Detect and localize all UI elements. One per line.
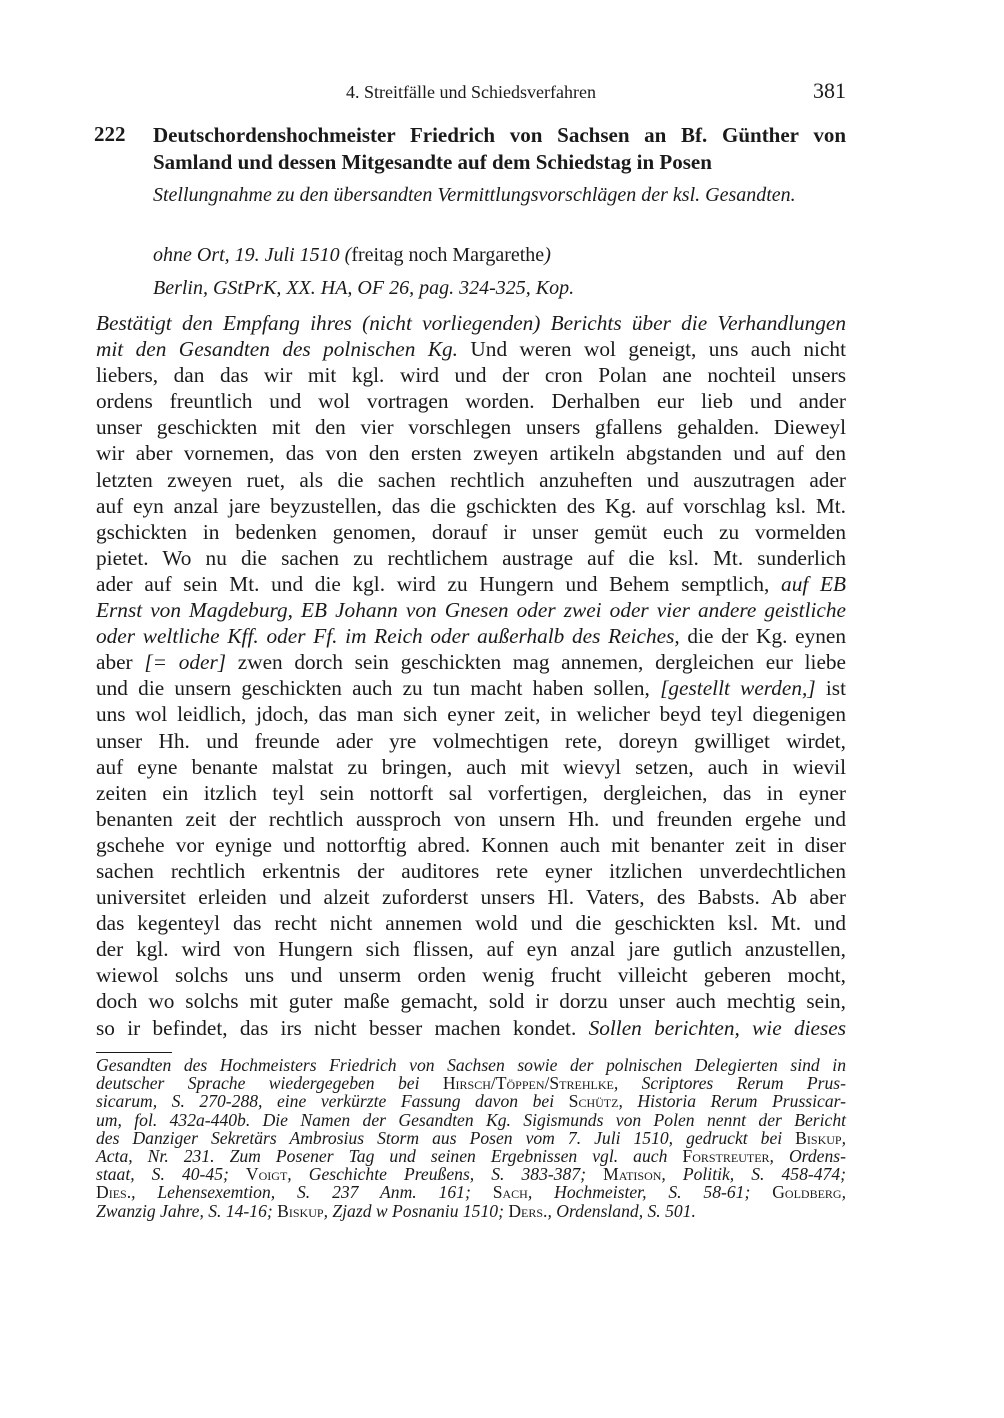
text-segment: so ir befindet, das irs nicht besser machen kondet. xyxy=(96,1015,589,1040)
text-segment: wiewol solchs uns und unserm orden wenig frucht villeicht geberen mocht, xyxy=(96,963,846,988)
text-segment: die der Kg. eynen xyxy=(679,624,846,649)
footnote-segment: , Zjazd w Posnaniu 1510; xyxy=(323,1200,509,1221)
author-name: Biskup xyxy=(277,1200,324,1221)
running-head: 4. Streitfälle und Schiedsverfahren xyxy=(346,82,596,102)
text-segment: ordens freuntlich und wol vortragen worden. Derhalben eur lieb und ander xyxy=(96,389,846,414)
italic-segment: Sollen berichten, wie dieses xyxy=(588,1015,847,1040)
document-title: Deutschordenshochmeister Friedrich von Sachsen an Bf. Günther von Samland und dessen Mitgesandte auf dem Schiedstag in Posen xyxy=(153,123,846,174)
text-segment: letzten zweyen ruet, als die sachen rechtlich anzuheften und auszutragen ader xyxy=(96,467,846,492)
author-name: Ders. xyxy=(508,1200,548,1221)
page-number: 381 xyxy=(813,78,846,103)
text-segment: ist xyxy=(815,676,847,701)
footnote-line xyxy=(96,1056,846,1074)
text-segment: der kgl. wird von Hungern sich flissen, auf eyn anzal jare gutlich anzustellen, xyxy=(96,937,846,962)
footnote xyxy=(96,1056,846,1220)
footnote-segment: , xyxy=(841,1182,846,1203)
footnote-segment: staat, S. 40-45; xyxy=(96,1164,246,1185)
body-line xyxy=(96,910,846,936)
text-segment: zwen dorch sein geschickten mag annemen, dergleichen eur liebe xyxy=(226,650,846,675)
footnote-segment: deutscher Sprache wiedergegeben bei xyxy=(96,1073,443,1094)
body-line xyxy=(96,388,846,414)
document-source: Berlin, GStPrK, XX. HA, OF 26, pag. 324-325, Kop. xyxy=(153,277,575,299)
date-suffix: ) xyxy=(544,244,551,266)
text-segment: unser Hh. und freunde ader yre volmechtigen rete, doreyn gwilliget wirdet, xyxy=(96,728,846,753)
text-segment: doch wo solchs mit guter maße gemacht, sold ir dorzu unser auch mechtig sein, xyxy=(96,989,846,1014)
footnote-segment: Zwanzig Jahre, S. 14-16; xyxy=(96,1200,278,1221)
body-line xyxy=(96,440,846,466)
italic-segment: oder weltliche Kff. oder Ff. im Reich oder außerhalb des Reiches, xyxy=(96,624,680,649)
text-segment: und die unsern geschickten auch zu tun macht haben sollen, xyxy=(96,676,661,701)
text-segment: liebers, dan das wir mit kgl. wird und der cron Polan ane nochteil unsers xyxy=(96,363,846,388)
date-prefix: ohne Ort, 19. Juli 1510 ( xyxy=(153,244,352,266)
document-number: 222 xyxy=(94,122,126,146)
author-name: Voigt xyxy=(245,1164,288,1185)
footnote-line xyxy=(96,1129,846,1147)
text-segment: benanten zeit der rechtlich aussproch von unsern Hh. und freunden ergehe und xyxy=(96,806,846,831)
body-line xyxy=(96,467,846,493)
author-name: Hirsch/Töppen/Strehlke xyxy=(442,1073,614,1094)
author-name: Sach xyxy=(492,1182,528,1203)
text-segment: ader auf sein Mt. und die kgl. wird zu Hungern und Behem semptlich, xyxy=(96,571,782,596)
footnote-line xyxy=(96,1183,846,1201)
footnote-segment: , Ordensland, S. 501. xyxy=(547,1200,696,1221)
text-segment: das kegenteyl das recht nicht annemen wold und die geschickten ksl. Mt. und xyxy=(96,911,846,936)
footnote-line xyxy=(96,1147,846,1165)
italic-segment: Ernst von Magdeburg, EB Johann von Gnesen oder zwei oder vier andere geistliche xyxy=(96,598,846,623)
text-segment: aber xyxy=(96,650,145,675)
author-name: Dies. xyxy=(96,1182,132,1203)
body-line xyxy=(96,806,846,832)
text-segment: auf eyn anzal jare beyzustellen, das die gschickten des Kg. auf vorschlag ksl. Mt. xyxy=(96,493,846,518)
body-line xyxy=(96,754,846,780)
footnote-segment: , Scriptores Rerum Prus- xyxy=(613,1073,846,1094)
footnote-divider xyxy=(96,1052,172,1053)
text-segment: universitet erleiden und alzeit zuforderst unsers Hl. Vaters, des Babsts. Ab aber xyxy=(96,885,846,910)
text-segment: Und weren wol geneigt, uns auch nicht xyxy=(458,337,846,362)
text-segment: gschickten in bedenken genomen, dorauf ir unser gemüt euch zu vormelden xyxy=(96,519,846,544)
author-name: Forstreuter xyxy=(682,1145,770,1166)
footnote-line xyxy=(96,1074,846,1092)
page-header xyxy=(96,78,846,108)
body-text xyxy=(96,310,846,1041)
footnote-segment: um, fol. 432a-440b. Die Namen der Gesandten Kg. Sigismunds von Polen nennt der Bericht xyxy=(96,1109,846,1130)
body-line xyxy=(96,623,846,649)
footnote-segment: , Geschichte Preußens, S. 383-387; xyxy=(287,1164,604,1185)
italic-segment: Bestätigt den Empfang ihres (nicht vorliegenden) Berichts über die Verhandlungen xyxy=(96,311,846,335)
body-line xyxy=(96,414,846,440)
author-name: Matison xyxy=(603,1164,662,1185)
body-line xyxy=(96,1015,846,1041)
body-line xyxy=(96,649,846,675)
text-segment: gschehe vor eynige und nottorftig abred. Konnen auch mit benanter zeit in diser xyxy=(96,832,846,857)
author-name: Goldberg xyxy=(772,1182,842,1203)
body-line xyxy=(96,962,846,988)
body-line xyxy=(96,728,846,754)
text-segment: unser geschickten mit den vier vorschlegen unsers gfallens gehalden. Dieweyl xyxy=(96,415,846,440)
body-line xyxy=(96,780,846,806)
footnote-segment: Gesandten des Hochmeisters Friedrich von Sachsen sowie der polnischen Delegierten sind in xyxy=(96,1055,846,1075)
author-name: Schütz xyxy=(568,1091,619,1112)
italic-segment: [gestellt werden,] xyxy=(660,676,816,701)
body-line xyxy=(96,493,846,519)
body-line xyxy=(96,701,846,727)
document-summary: Stellungnahme zu den übersandten Vermittlungsvorschlägen der ksl. Gesandten. xyxy=(153,184,796,206)
body-line xyxy=(96,336,846,362)
author-name: Biskup xyxy=(795,1127,842,1148)
text-segment: auf eyne benante malstat zu bringen, auch mit wievyl setzen, auch in wievil xyxy=(96,754,846,779)
footnote-segment: , xyxy=(841,1127,846,1148)
document-date xyxy=(153,242,846,268)
body-line xyxy=(96,597,846,623)
text-segment: uns wol leidlich, jdoch, das man sich eyner zeit, in welicher beyd teyl diegenigen xyxy=(96,702,846,727)
footnote-line xyxy=(96,1202,846,1220)
text-segment: zeiten ein itzlich teyl sein nottorft sal vorfertigen, dergleichen, das in eyner xyxy=(96,780,846,805)
italic-segment: mit den Gesandten des polnischen Kg. xyxy=(96,337,458,362)
footnote-segment: , Hochmeister, S. 58-61; xyxy=(527,1182,773,1203)
date-quote: freitag noch Margarethe xyxy=(351,244,545,266)
body-line xyxy=(96,936,846,962)
footnote-segment: , Historia Rerum Prussicar- xyxy=(618,1091,846,1112)
body-line xyxy=(96,310,846,336)
footnote-line xyxy=(96,1092,846,1110)
body-line xyxy=(96,832,846,858)
body-line xyxy=(96,858,846,884)
body-line xyxy=(96,519,846,545)
footnote-segment: , Politik, S. 458-474; xyxy=(661,1164,847,1185)
footnote-line xyxy=(96,1165,846,1183)
footnote-segment: des Danziger Sekretärs Ambrosius Storm aus Posen vom 7. Juli 1510, gedruckt bei xyxy=(96,1127,796,1148)
text-segment: sachen rechtlich erkentnis der auditores rete eyner itzlichen unverdechtlichen xyxy=(96,858,846,883)
body-line xyxy=(96,545,846,571)
footnote-segment: Acta, Nr. 231. Zum Posener Tag und seinen Ergebnissen vgl. auch xyxy=(96,1145,683,1166)
body-line xyxy=(96,675,846,701)
footnote-segment: sicarum, S. 270-288, eine verkürzte Fassung davon bei xyxy=(96,1091,569,1112)
body-line xyxy=(96,571,846,597)
italic-segment: [= oder] xyxy=(144,650,227,675)
body-line xyxy=(96,362,846,388)
body-line xyxy=(96,988,846,1014)
text-segment: pietet. Wo nu die sachen zu rechtlichem austrage auf die ksl. Mt. sunderlich xyxy=(96,545,846,570)
italic-segment: auf EB xyxy=(781,571,846,596)
footnote-segment: , Lehensexemtion, S. 237 Anm. 161; xyxy=(131,1182,493,1203)
footnote-segment: , Ordens- xyxy=(769,1145,846,1166)
text-segment: wir aber vornemen, das von den ersten zweyen artikeln abgstanden und auf den xyxy=(96,441,846,466)
footnote-line xyxy=(96,1111,846,1129)
body-line xyxy=(96,884,846,910)
